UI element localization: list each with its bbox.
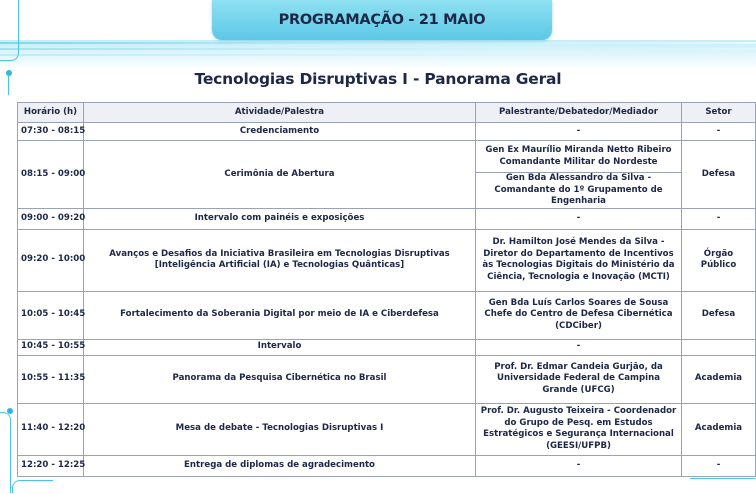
sector-cell: Defesa (682, 291, 756, 339)
banner-title: PROGRAMAÇÃO - 21 MAIO (278, 12, 486, 28)
table-row (18, 123, 756, 141)
column-header-activity: Atividade/Palestra (84, 103, 476, 123)
activity-cell: Intervalo (84, 339, 476, 355)
table-row (18, 291, 756, 339)
schedule-table (17, 102, 756, 477)
decorative-line (0, 48, 756, 50)
table-row (18, 208, 756, 229)
activity-cell: Credenciamento (84, 123, 476, 141)
time-cell: 10:05 - 10:45 (18, 291, 84, 339)
speaker-cell: - (476, 339, 682, 355)
table-header-row (18, 103, 756, 123)
time-cell: 09:20 - 10:00 (18, 229, 84, 291)
time-cell: 12:20 - 12:25 (18, 455, 84, 476)
decorative-line (0, 42, 756, 44)
table-row (18, 355, 756, 403)
activity-cell: Panorama da Pesquisa Cibernética no Brasil (84, 355, 476, 403)
date-banner (212, 0, 552, 40)
sector-cell: Defesa (682, 141, 756, 209)
sector-cell: Órgão Público (682, 229, 756, 291)
decorative-line (0, 54, 756, 56)
circuit-decoration (690, 478, 756, 494)
speaker-cell: - (476, 455, 682, 476)
speaker-cell: - (476, 123, 682, 141)
sector-cell: - (682, 208, 756, 229)
time-cell: 07:30 - 08:15 (18, 123, 84, 141)
circuit-decoration (0, 0, 19, 61)
speaker-cell: Prof. Dr. Edmar Candeia Gurjão, da Universidade Federal de Campina Grande (UFCG) (476, 355, 682, 403)
sector-cell: Academia (682, 355, 756, 403)
time-cell: 08:15 - 09:00 (18, 141, 84, 209)
circuit-decoration (0, 412, 11, 493)
activity-cell: Entrega de diplomas de agradecimento (84, 455, 476, 476)
activity-cell: Fortalecimento da Soberania Digital por meio de IA e Ciberdefesa (84, 291, 476, 339)
column-header-speaker: Palestrante/Debatedor/Mediador (476, 103, 682, 123)
time-cell: 10:55 - 11:35 (18, 355, 84, 403)
sector-cell: - (682, 455, 756, 476)
column-header-sector: Setor (682, 103, 756, 123)
table-row (18, 455, 756, 476)
speaker-cell: Gen Bda Alessandro da Silva - Comandante do 1º Grupamento de Engenharia (476, 173, 682, 209)
column-header-time: Horário (h) (18, 103, 84, 123)
time-cell: 10:45 - 10:55 (18, 339, 84, 355)
circuit-node (7, 408, 13, 414)
table-row (18, 229, 756, 291)
speaker-cell: Dr. Hamilton José Mendes da Silva - Diretor do Departamento de Incentivos às Tecnologias Digitais do Ministério da Ciência, Tecnologia e Inovação (MCTI) (476, 229, 682, 291)
table-row (18, 339, 756, 355)
section-title: Tecnologias Disruptivas I - Panorama Geral (194, 70, 562, 88)
table-row (18, 403, 756, 455)
activity-cell: Cerimônia de Abertura (84, 141, 476, 209)
sector-cell (682, 339, 756, 355)
circuit-decoration (12, 480, 53, 493)
time-cell: 11:40 - 12:20 (18, 403, 84, 455)
table-row (18, 141, 756, 173)
activity-cell: Intervalo com painéis e exposições (84, 208, 476, 229)
sector-cell: Academia (682, 403, 756, 455)
speaker-cell: - (476, 208, 682, 229)
activity-cell: Mesa de debate - Tecnologias Disruptivas I (84, 403, 476, 455)
time-cell: 09:00 - 09:20 (18, 208, 84, 229)
speaker-cell: Prof. Dr. Augusto Teixeira - Coordenador do Grupo de Pesq. em Estudos Estratégicos e Segurança Internacional (GEESI/UFPB) (476, 403, 682, 455)
speaker-cell: Gen Bda Luís Carlos Soares de Sousa Chefe do Centro de Defesa Cibernética (CDCiber) (476, 291, 682, 339)
speaker-cell: Gen Ex Maurílio Miranda Netto Ribeiro Comandante Militar do Nordeste (476, 141, 682, 173)
activity-cell: Avanços e Desafios da Iniciativa Brasileira em Tecnologias Disruptivas [Inteligência Artificial (IA) e Tecnologias Quânticas] (84, 229, 476, 291)
sector-cell: - (682, 123, 756, 141)
